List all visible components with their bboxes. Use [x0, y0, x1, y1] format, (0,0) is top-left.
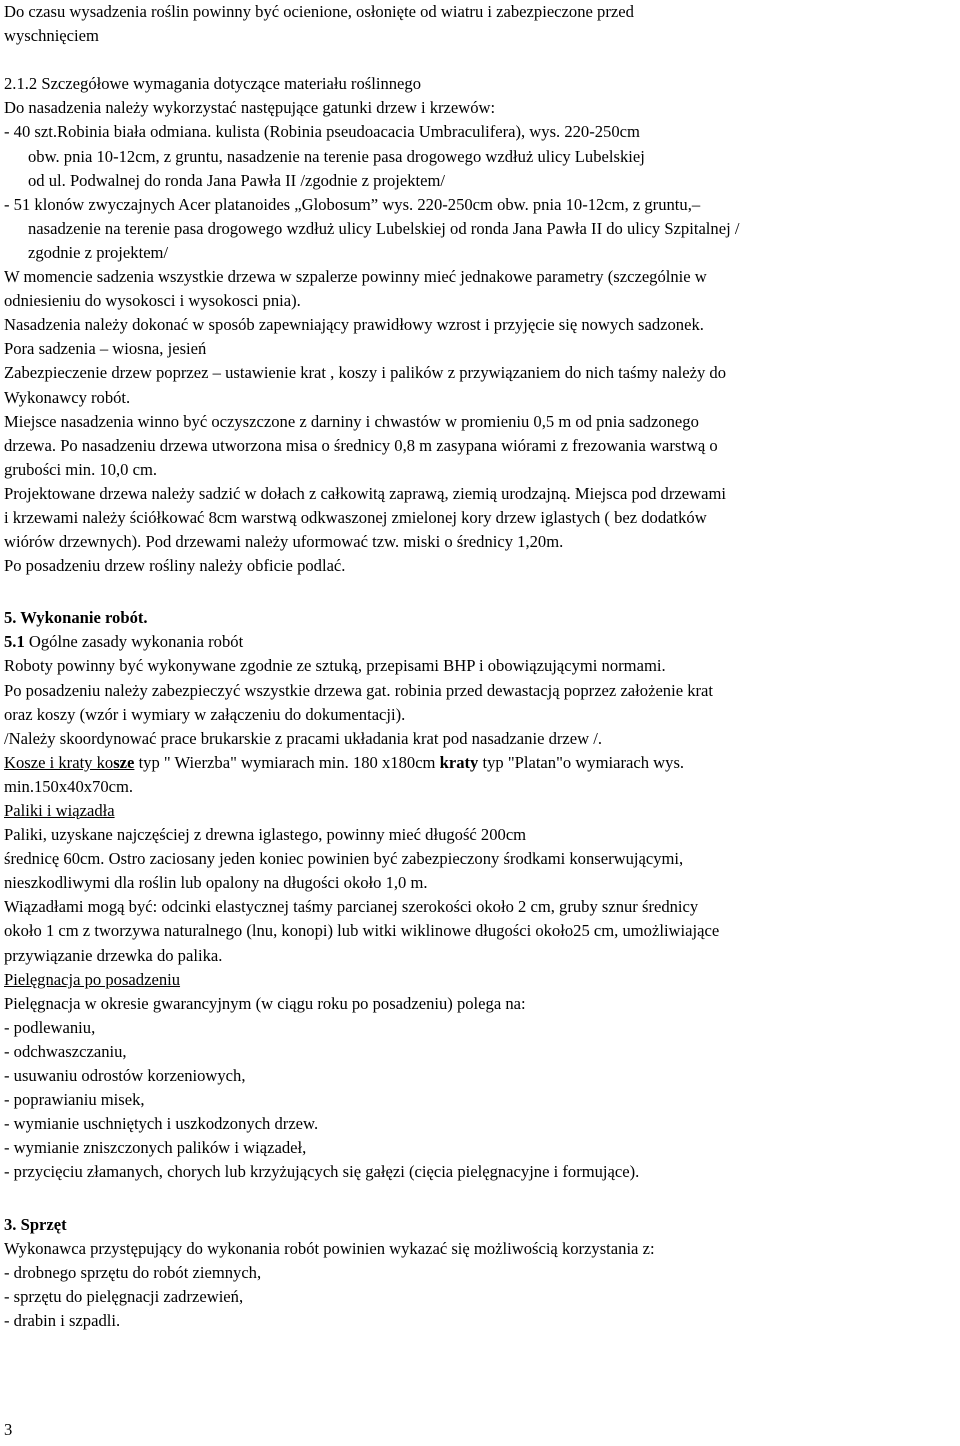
text-line: obw. pnia 10-12cm, z gruntu, nasadzenie na terenie pasa drogowego wzdłuż ulicy Lubelskiej: [28, 146, 645, 166]
text-line: /Należy skoordynować prace brukarskie z pracami układania krat pod nasadzanie drzew /.: [4, 728, 603, 748]
text-line: Pora sadzenia – wiosna, jesień: [4, 339, 207, 359]
section-heading-3: [4, 1213, 956, 1237]
text-span: typ "Platan"o wymiarach wys.: [478, 752, 685, 772]
heading-text: 5. Wykonanie robót.: [4, 608, 148, 628]
text-line: Miejsce nasadzenia winno być oczyszczone z darniny i chwastów w promieniu 0,5 m od pnia sadzonego: [4, 411, 699, 431]
list-item: - wymianie zniszczonych palików i wiązadeł,: [4, 1138, 307, 1158]
heading-number: 5.1: [4, 632, 25, 652]
section-heading-5-1: [4, 630, 956, 654]
list-item: - drabin i szpadli.: [4, 1310, 121, 1330]
underlined-bold: sze: [113, 752, 135, 772]
text-line: Paliki, uzyskane najczęściej z drewna iglastego, powinny mieć długość 200cm: [4, 825, 527, 845]
heading-text: 3. Sprzęt: [4, 1214, 67, 1234]
list-item: - wymianie uschniętych i uszkodzonych drzew.: [4, 1114, 319, 1134]
text-line: Wiązadłami mogą być: odcinki elastycznej taśmy parcianej szerokości około 2 cm, gruby sznur średnicy: [4, 897, 699, 917]
underlined-label: Kosze i kraty ko: [4, 752, 114, 772]
blank-line: [4, 578, 956, 606]
text-span: typ " Wierzba" wymiarach min. 180 x180cm: [134, 752, 440, 772]
list-item: - poprawianiu misek,: [4, 1090, 145, 1110]
text-line: od ul. Podwalnej do ronda Jana Pawła II /zgodnie z projektem/: [28, 170, 446, 190]
text-line: Wykonawcy robót.: [4, 387, 131, 407]
text-line: przywiązanie drzewka do palika.: [4, 945, 223, 965]
list-item: - przycięciu złamanych, chorych lub krzyżujących się gałęzi (cięcia pielęgnacyjne i formujące).: [4, 1162, 640, 1182]
text-line: i krzewami należy ściółkować 8cm warstwą odkwaszonej zmielonej kory drzew iglastych ( bez dodatków: [4, 507, 707, 527]
text-line: Wykonawca przystępujący do wykonania robót powinien wykazać się możliwością korzystania z:: [4, 1238, 655, 1258]
heading-text: Ogólne zasady wykonania robót: [24, 632, 244, 652]
list-item: - odchwaszczaniu,: [4, 1041, 127, 1061]
text-line: drzewa. Po nasadzeniu drzewa utworzona misa o średnicy 0,8 m zasypana wiórami z frezowania warstwą o: [4, 435, 718, 455]
text-line: nieszkodliwymi dla roślin lub opalony na długości około 1,0 m.: [4, 873, 428, 893]
text-line: wiórów drzewnych). Pod drzewami należy uformować tzw. miski o średnicy 1,20m.: [4, 532, 564, 552]
subheading-text: Paliki i wiązadła: [4, 801, 115, 820]
list-item: - 40 szt.Robinia biała odmiana. kulista (Robinia pseudoacacia Umbraculifera), wys. 220-250cm: [4, 122, 640, 142]
text-line: około 1 cm z tworzywa naturalnego (lnu, konopi) lub witki wiklinowe długości około25 cm, umożliwiające: [4, 921, 720, 941]
text-line: zgodnie z projektem/: [28, 242, 169, 262]
list-item: - usuwaniu odrostów korzeniowych,: [4, 1066, 246, 1086]
text-line: Po posadzeniu drzew rośliny należy obficie podlać.: [4, 556, 346, 576]
blank-line: [4, 48, 956, 72]
text-line: Do nasadzenia należy wykorzystać następujące gatunki drzew i krzewów:: [4, 98, 496, 118]
text-line: [4, 751, 956, 775]
text-line: nasadzenie na terenie pasa drogowego wzdłuż ulicy Lubelskiej od ronda Jana Pawła II do ulicy Szpitalnej /: [28, 218, 740, 238]
text-line: Do czasu wysadzenia roślin powinny być ocienione, osłonięte od wiatru i zabezpieczone przed: [4, 2, 634, 21]
subheading-text: Pielęgnacja po posadzeniu: [4, 969, 181, 989]
section-heading-2-1-2: 2.1.2 Szczegółowe wymagania dotyczące materiału roślinnego: [4, 74, 421, 94]
blank-line: [4, 1185, 956, 1213]
text-line: oraz koszy (wzór i wymiary w załączeniu do dokumentacji).: [4, 704, 406, 724]
text-line: wyschnięciem: [4, 26, 99, 46]
bold-term: kraty: [439, 752, 479, 772]
text-line: Roboty powinny być wykonywane zgodnie ze sztuką, przepisami BHP i obowiązującymi normami.: [4, 656, 666, 676]
document-page: [4, 0, 956, 1333]
text-line: grubości min. 10,0 cm.: [4, 459, 158, 479]
list-item: - 51 klonów zwyczajnych Acer platanoides „Globosum” wys. 220-250cm obw. pnia 10-12cm, z gruntu,–: [4, 194, 701, 214]
list-item: - podlewaniu,: [4, 1017, 96, 1037]
list-item: - drobnego sprzętu do robót ziemnych,: [4, 1262, 262, 1282]
text-line: odniesieniu do wysokosci i wysokosci pnia).: [4, 291, 301, 311]
bold-term: [113, 753, 134, 772]
text-line: W momencie sadzenia wszystkie drzewa w szpalerze powinny mieć jednakowe parametry (szczególnie w: [4, 267, 707, 287]
text-line: min.150x40x70cm.: [4, 776, 134, 796]
text-line: Pielęgnacja w okresie gwarancyjnym (w ciągu roku po posadzeniu) polega na:: [4, 993, 526, 1013]
text-line: Projektowane drzewa należy sadzić w dołach z całkowitą zaprawą, ziemią urodzajną. Miejsca pod drzewami: [4, 483, 726, 503]
text-line: średnicę 60cm. Ostro zaciosany jeden koniec powinien być zabezpieczony środkami konserwującymi,: [4, 849, 684, 869]
subheading-pielegnacja: [4, 968, 956, 992]
section-heading-5: [4, 606, 956, 630]
text-line: Zabezpieczenie drzew poprzez – ustawienie krat , koszy i palików z przywiązaniem do nich taśmy należy do: [4, 363, 726, 383]
text-line: Po posadzeniu należy zabezpieczyć wszystkie drzewa gat. robinia przed dewastacją poprzez założenie krat: [4, 680, 714, 700]
subheading-paliki: [4, 799, 956, 823]
list-item: - sprzętu do pielęgnacji zadrzewień,: [4, 1286, 244, 1306]
page-number: 3: [4, 1420, 13, 1439]
text-line: Nasadzenia należy dokonać w sposób zapewniający prawidłowy wzrost i przyjęcie się nowych sadzonek.: [4, 315, 704, 335]
